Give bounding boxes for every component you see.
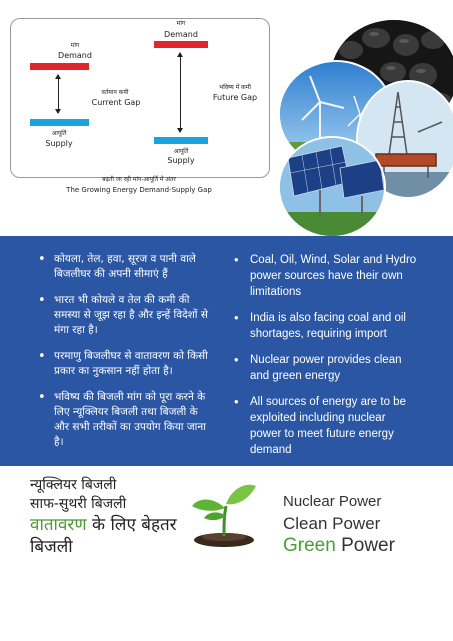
left-demand-label: Demand: [58, 51, 92, 60]
benefits-band: [0, 236, 453, 466]
left-supply-label: Supply: [45, 139, 73, 148]
english-tagline-green-word: Green: [283, 535, 336, 556]
right-demand-label: Demand: [164, 30, 198, 39]
diagram-caption: [10, 175, 268, 195]
left-supply-bar: [30, 119, 89, 126]
right-supply-bar: [154, 137, 208, 144]
future-gap-label: Future Gap: [212, 93, 258, 102]
hindi-point: • परमाणु बिजलीघर से वातावरण को किसी प्रकार का नुकसान नहीं होता है।: [36, 349, 208, 379]
current-gap-label: Current Gap: [91, 98, 141, 107]
hindi-tagline-line3: [30, 514, 177, 536]
hindi-tagline: [30, 476, 177, 558]
english-point: • Nuclear power provides clean and green energy: [232, 352, 420, 384]
english-tagline-line3-rest: Power: [335, 535, 395, 556]
left-demand-bar: [30, 63, 89, 70]
right-supply-label-hi: आपूर्ति: [173, 148, 189, 155]
solar-panels-photo: [278, 136, 386, 238]
hindi-tagline-line1: न्यूक्लियर बिजली: [30, 477, 117, 493]
right-demand-label-hi: मांग: [176, 20, 186, 27]
demand-supply-gap-diagram: [10, 18, 270, 178]
left-demand-label-hi: मांग: [70, 42, 80, 49]
english-points-column: [232, 252, 420, 468]
right-supply-label: Supply: [167, 156, 195, 165]
english-point: • India is also facing coal and oil shortages, requiring import: [232, 310, 420, 342]
hindi-point: • कोयला, तेल, हवा, सूरज व पानी वाले बिजलीघर की अपनी सीमाएं हैं: [36, 252, 208, 282]
english-tagline: [283, 491, 395, 557]
hindi-tagline-line4: बिजली: [30, 537, 73, 557]
english-tagline-line1: Nuclear Power: [283, 493, 382, 510]
hindi-tagline-line3-rest: के लिए बेहतर: [86, 515, 177, 535]
left-supply-label-hi: आपूर्ति: [51, 130, 67, 137]
right-demand-bar: [154, 41, 208, 48]
future-gap-label-hi: भविष्य में कमी: [219, 84, 251, 91]
hindi-tagline-line2: साफ-सुथरी बिजली: [30, 496, 127, 512]
hindi-points-column: [36, 252, 208, 461]
current-gap-arrow: [58, 75, 59, 113]
solar-panel-icon: [280, 138, 384, 236]
hindi-tagline-green-word: वातावरण: [30, 515, 87, 535]
future-gap-arrow: [180, 53, 181, 132]
diagram-caption-en: The Growing Energy Demand-Supply Gap: [66, 186, 212, 194]
current-gap-label-hi: वर्तमान कमी: [101, 89, 129, 96]
hindi-point: • भविष्य की बिजली मांग को पूरा करने के लिए न्यूक्लियर बिजली तथा बिजली के और सभी तरीकों का उपयोग किया जाना है।: [36, 390, 208, 450]
english-tagline-line2: Clean Power: [283, 514, 381, 533]
english-tagline-line3: [283, 535, 395, 557]
seedling-icon: [188, 474, 260, 548]
diagram-caption-hi: बढ़ती जा रही मांग-आपूर्ति में अंतर: [102, 176, 176, 183]
english-point: • All sources of energy are to be exploited including nuclear power to meet future energy demand: [232, 394, 420, 458]
english-point: • Coal, Oil, Wind, Solar and Hydro power sources have their own limitations: [232, 252, 420, 300]
hindi-point: • भारत भी कोयले व तेल की कमी की समस्या से जूझ रहा है और इन्हें विदेशों से मंगा रहा है।: [36, 293, 208, 338]
